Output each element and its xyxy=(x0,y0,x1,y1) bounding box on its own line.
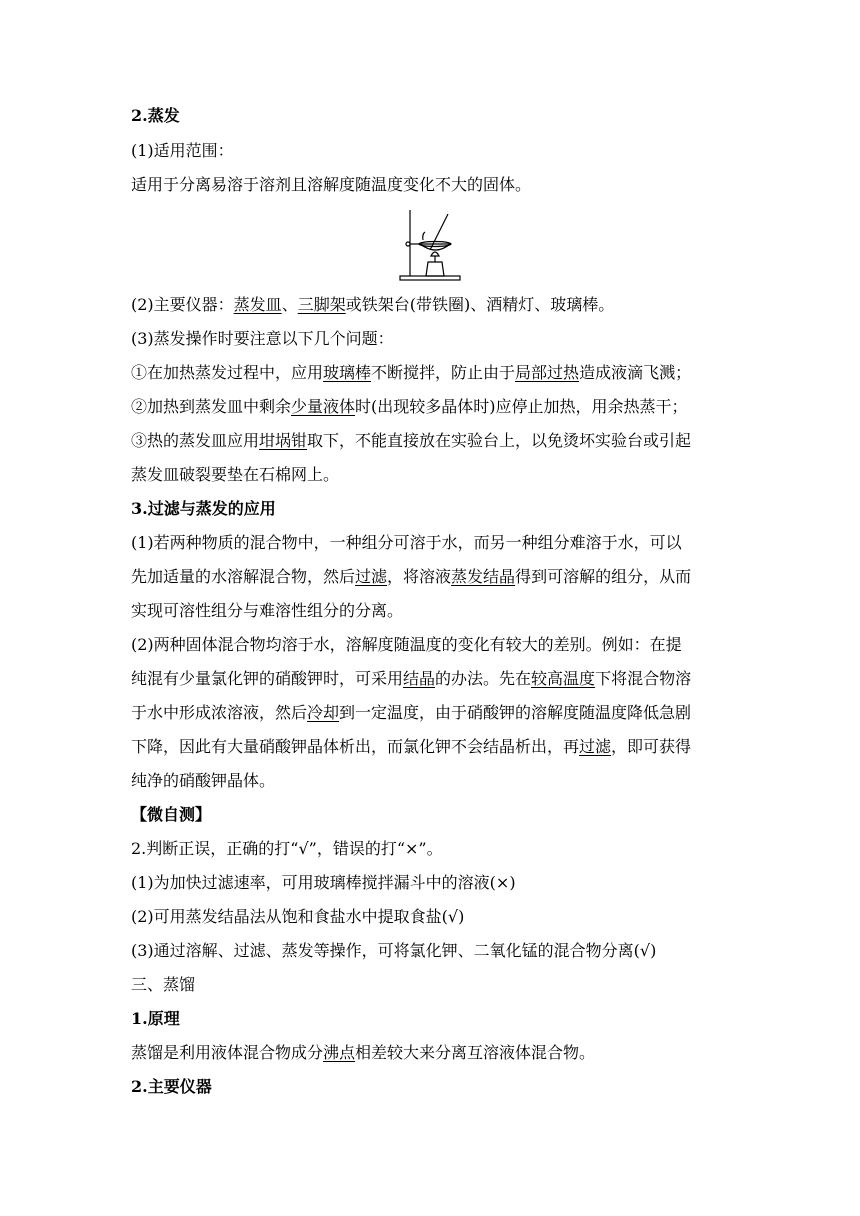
app2-text: 纯混有少量氯化钾的硝酸钾时，可采用 xyxy=(131,669,404,688)
principle-segment: 蒸馏是利用液体混合物成分 xyxy=(131,1043,324,1062)
app2-line2 xyxy=(131,669,731,689)
note-3 xyxy=(131,431,731,451)
scope-heading: (1)适用范围： xyxy=(131,141,234,160)
note-3-cont: 蒸发皿破裂要垫在石棉网上。 xyxy=(131,465,340,484)
app2-text: 到一定温度，由于硝酸钾的溶解度随温度降低急剧 xyxy=(339,703,692,722)
note-1-text: 不断搅拌，防止由于 xyxy=(371,363,516,382)
answer-small-liquid: 少量液体 xyxy=(291,397,356,416)
quiz-title: 【微自测】 xyxy=(131,805,212,824)
note-3-text: 取下，不能直接放在实验台上，以免烫坏实验台或引起 xyxy=(307,431,692,450)
answer-evaporative-crystallization: 蒸发结晶 xyxy=(451,567,516,586)
answer-glass-rod: 玻璃棒 xyxy=(323,363,372,382)
note-2-text: 时(出现较多晶体时)应停止加热，用余热蒸干； xyxy=(355,397,688,416)
instruments-label: (2)主要仪器： xyxy=(131,295,234,314)
note-1-text: ①在加热蒸发过程中，应用 xyxy=(131,363,324,382)
section-title-application: 3.过滤与蒸发的应用 xyxy=(131,499,276,518)
answer-crucible-tongs: 坩埚钳 xyxy=(259,431,308,450)
answer-higher-temperature: 较高温度 xyxy=(531,669,596,688)
note-1 xyxy=(131,363,731,383)
principle-segment: 相差较大来分离互溶液体混合物。 xyxy=(355,1043,596,1062)
app1-text: 先加适量的水溶解混合物，然后 xyxy=(131,567,356,586)
principle-text xyxy=(131,1043,731,1063)
instruments-rest: 或铁架台(带铁圈)、酒精灯、玻璃棒。 xyxy=(345,295,615,314)
app2-text: ，即可获得 xyxy=(611,737,692,756)
answer-filter: 过滤 xyxy=(355,567,388,586)
note-2-text: ②加热到蒸发皿中剩余 xyxy=(131,397,292,416)
answer-evaporating-dish: 蒸发皿 xyxy=(233,295,282,314)
app1-line2 xyxy=(131,567,731,587)
app2-line3 xyxy=(131,703,731,723)
subsection-main-instruments: 2.主要仪器 xyxy=(131,1077,212,1096)
app2-line4 xyxy=(131,737,731,757)
app2-text: 下降，因此有大量硝酸钾晶体析出，而氯化钾不会结晶析出，再 xyxy=(131,737,580,756)
app2-text: 的办法。先在 xyxy=(435,669,532,688)
answer-tripod: 三脚架 xyxy=(297,295,346,314)
separator: 、 xyxy=(281,295,298,314)
note-2 xyxy=(131,397,731,417)
answer-crystallization: 结晶 xyxy=(403,669,436,688)
app2-text: 下将混合物溶 xyxy=(595,669,692,688)
app2-line1: (2)两种固体混合物均溶于水，溶解度随温度的变化有较大的差别。例如：在提 xyxy=(131,635,682,654)
answer-local-overheat: 局部过热 xyxy=(515,363,580,382)
quiz-item-3: (3)通过溶解、过滤、蒸发等操作，可将氯化钾、二氧化锰的混合物分离(√) xyxy=(131,941,657,960)
answer-filter-2: 过滤 xyxy=(579,737,612,756)
subsection-principle: 1.原理 xyxy=(131,1009,180,1028)
quiz-item-1: (1)为加快过滤速率，可用玻璃棒搅拌漏斗中的溶液(×) xyxy=(131,873,516,892)
app1-line1: (1)若两种物质的混合物中，一种组分可溶于水，而另一种组分难溶于水，可以 xyxy=(131,533,682,552)
app2-text: 于水中形成浓溶液，然后 xyxy=(131,703,308,722)
app1-text: 得到可溶解的组分，从而 xyxy=(515,567,692,586)
answer-cool: 冷却 xyxy=(307,703,340,722)
notes-heading: (3)蒸发操作时要注意以下几个问题： xyxy=(131,329,394,348)
answer-boiling-point: 沸点 xyxy=(323,1043,356,1062)
evaporation-apparatus-icon xyxy=(396,208,464,282)
section-title-distillation: 三、蒸馏 xyxy=(131,975,196,994)
app1-text: ，将溶液 xyxy=(387,567,452,586)
app1-line3: 实现可溶性组分与难溶性组分的分离。 xyxy=(131,601,404,620)
instruments-line xyxy=(131,295,731,315)
app2-line5: 纯净的硝酸钾晶体。 xyxy=(131,771,276,790)
note-1-text: 造成液滴飞溅； xyxy=(579,363,692,382)
quiz-intro: 2.判断正误，正确的打“√”，错误的打“×”。 xyxy=(131,839,443,858)
quiz-item-2: (2)可用蒸发结晶法从饱和食盐水中提取食盐(√) xyxy=(131,907,465,926)
section-title-evaporation: 2.蒸发 xyxy=(131,106,180,125)
scope-text: 适用于分离易溶于溶剂且溶解度随温度变化不大的固体。 xyxy=(131,175,532,194)
note-3-text: ③热的蒸发皿应用 xyxy=(131,431,260,450)
